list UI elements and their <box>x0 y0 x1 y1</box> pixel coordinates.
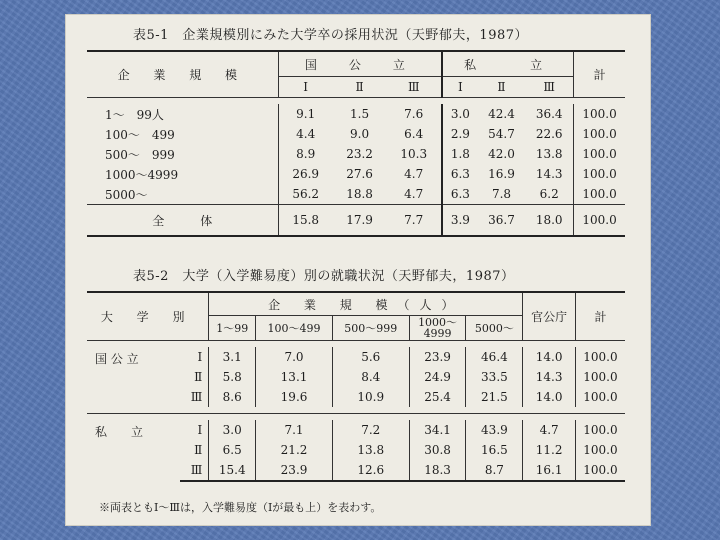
table-cell: 3.9 <box>442 205 478 237</box>
table1-total-label: 全 体 <box>87 205 278 237</box>
table-cell: 11.2 <box>523 440 576 460</box>
footnote: ※両表ともⅠ〜Ⅲは，入学難易度（Ⅰが最も上）を表わす。 <box>99 501 382 514</box>
table-cell: 8.7 <box>466 460 523 481</box>
table-cell: 100.0 <box>574 184 625 205</box>
table2-sub-header: 500〜999 <box>332 316 409 341</box>
table2-total-header: 計 <box>575 292 625 341</box>
table2-employment-by-university <box>87 291 625 482</box>
table-cell: 2.9 <box>442 124 478 144</box>
table-cell: 21.2 <box>256 440 333 460</box>
table-cell: 6.2 <box>539 187 559 201</box>
table1-row-label: 500〜 999 <box>105 147 175 162</box>
table1-sub-header: Ⅲ <box>407 80 420 94</box>
table-cell: 3.0 <box>209 420 256 440</box>
table-cell: 18.8 <box>346 187 373 201</box>
table-cell: 7.8 <box>491 187 512 201</box>
table-cell: 13.1 <box>256 367 333 387</box>
table2-sub-header: 100〜499 <box>256 316 333 341</box>
table-cell: 18.0 <box>525 205 573 237</box>
table-cell: 23.2 <box>346 147 373 161</box>
table-cell: 36.4 <box>535 107 563 121</box>
table1-row-label: 1〜 99人 <box>105 107 164 122</box>
table1-sub-header: Ⅰ <box>278 77 333 98</box>
table-cell: 36.7 <box>478 205 525 237</box>
table-cell: 100.0 <box>575 460 625 481</box>
table-cell: 7.1 <box>256 420 333 440</box>
table-cell: 23.9 <box>409 347 466 367</box>
table-cell: 100.0 <box>575 347 625 367</box>
table-cell: 13.8 <box>535 147 563 161</box>
table-cell: 14.3 <box>523 367 576 387</box>
table-cell: 26.9 <box>278 164 333 184</box>
table2-caption: 表5-2 大学（入学難易度）別の就職状況（天野郁夫，1987） <box>133 269 515 284</box>
table-cell: 34.1 <box>409 420 466 440</box>
table-cell: 100.0 <box>574 144 625 164</box>
table-row <box>87 104 625 124</box>
table-cell: 30.8 <box>409 440 466 460</box>
table2-private-label: 私 立 <box>95 425 144 439</box>
table-cell: 42.4 <box>488 107 515 121</box>
table-cell: 4.7 <box>404 187 424 201</box>
table-cell: 5.6 <box>332 347 409 367</box>
table-row <box>87 184 625 205</box>
table-cell: 14.0 <box>523 347 576 367</box>
table1-total-row <box>87 205 625 237</box>
table-cell: 4.4 <box>278 124 333 144</box>
table2-row-header: 大 学 別 <box>87 292 209 341</box>
table-cell: 16.1 <box>523 460 576 481</box>
table-cell: 43.9 <box>466 420 523 440</box>
table1-sub-header: Ⅱ <box>355 80 364 94</box>
table1-caption: 表5-1 企業規模別にみた大学卒の採用状況（天野郁夫，1987） <box>133 28 529 43</box>
table-cell: 10.9 <box>332 387 409 407</box>
table-cell: 19.6 <box>256 387 333 407</box>
table1-total-header: 計 <box>574 51 625 98</box>
table-cell: 6.3 <box>442 184 478 205</box>
table-cell: 100.0 <box>574 124 625 144</box>
table2-sub-header: 1〜99 <box>209 316 256 341</box>
table-cell: 7.7 <box>386 205 442 237</box>
table-cell: 4.7 <box>523 420 576 440</box>
table1-row-header: 企 業 規 模 <box>87 51 278 98</box>
table2-rank: Ⅲ <box>190 390 203 404</box>
table-cell: 8.4 <box>332 367 409 387</box>
table-cell: 100.0 <box>575 420 625 440</box>
table-cell: 42.0 <box>488 147 515 161</box>
table-cell: 16.5 <box>466 440 523 460</box>
table-cell: 56.2 <box>278 184 333 205</box>
table1-sub-header: Ⅱ <box>497 80 506 94</box>
table1-group-public: 国 公 立 <box>278 51 442 77</box>
table2-rank: Ⅲ <box>180 460 209 481</box>
table-cell: 6.4 <box>404 127 424 141</box>
table-cell: 14.3 <box>535 167 563 181</box>
table2-group-size: 企 業 規 模（人） <box>209 292 523 316</box>
table-cell: 33.5 <box>466 367 523 387</box>
table1-row-label: 5000〜 <box>105 187 148 202</box>
table1-sub-header: Ⅰ <box>442 77 478 98</box>
table2-rank: Ⅰ <box>197 423 203 437</box>
table-cell: 23.9 <box>256 460 333 481</box>
table-cell: 100.0 <box>574 164 625 184</box>
table2-sub-header: 5000〜 <box>466 316 523 341</box>
table-cell: 15.8 <box>278 205 333 237</box>
table2-rank: Ⅱ <box>194 370 203 384</box>
table-cell: 7.6 <box>404 107 424 121</box>
table-cell: 3.0 <box>442 104 478 124</box>
table1-row-label: 1000〜4999 <box>105 167 179 182</box>
table1-row-label: 100〜 499 <box>105 127 175 142</box>
scanned-page <box>65 14 651 526</box>
table-cell: 1.8 <box>442 144 478 164</box>
table-cell: 100.0 <box>574 104 625 124</box>
table-cell: 10.3 <box>400 147 428 161</box>
table-cell: 4.7 <box>404 167 424 181</box>
table-row <box>87 144 625 164</box>
table1-sub-header: Ⅲ <box>543 80 555 94</box>
table2-gov-header: 官公庁 <box>523 292 576 341</box>
table-cell: 100.0 <box>575 387 625 407</box>
table-cell: 24.9 <box>409 367 466 387</box>
table-cell: 14.0 <box>523 387 576 407</box>
table-cell: 3.1 <box>209 347 256 367</box>
table-row <box>87 124 625 144</box>
table-cell: 21.5 <box>466 387 523 407</box>
table-cell: 8.9 <box>278 144 333 164</box>
table-row <box>87 164 625 184</box>
table-cell: 17.9 <box>333 205 387 237</box>
table-row <box>87 347 625 367</box>
table1-hiring-by-company-size <box>87 50 625 237</box>
table-row <box>87 420 625 440</box>
table-cell: 54.7 <box>488 127 515 141</box>
table-cell: 100.0 <box>575 367 625 387</box>
table-cell: 7.0 <box>256 347 333 367</box>
table-cell: 9.1 <box>278 104 333 124</box>
table-cell: 6.3 <box>442 164 478 184</box>
table-cell: 16.9 <box>488 167 515 181</box>
table-cell: 25.4 <box>409 387 466 407</box>
table-cell: 1.5 <box>350 107 370 121</box>
table-cell: 22.6 <box>535 127 563 141</box>
table2-sub-header: 1000〜 4999 <box>409 316 466 341</box>
table-cell: 100.0 <box>575 440 625 460</box>
table2-rank: Ⅰ <box>197 350 203 364</box>
table-cell: 27.6 <box>346 167 373 181</box>
table-cell: 12.6 <box>332 460 409 481</box>
table-cell: 6.5 <box>209 440 256 460</box>
table-cell: 46.4 <box>466 347 523 367</box>
table-cell: 100.0 <box>574 205 625 237</box>
table-cell: 13.8 <box>332 440 409 460</box>
table2-public-label: 国 公 立 <box>95 352 139 366</box>
table1-group-private: 私 立 <box>442 51 574 77</box>
table-cell: 18.3 <box>409 460 466 481</box>
table-cell: 9.0 <box>350 127 370 141</box>
table2-rank: Ⅱ <box>194 443 203 457</box>
table-cell: 8.6 <box>209 387 256 407</box>
table-cell: 7.2 <box>332 420 409 440</box>
table-cell: 5.8 <box>209 367 256 387</box>
table-cell: 15.4 <box>209 460 256 481</box>
